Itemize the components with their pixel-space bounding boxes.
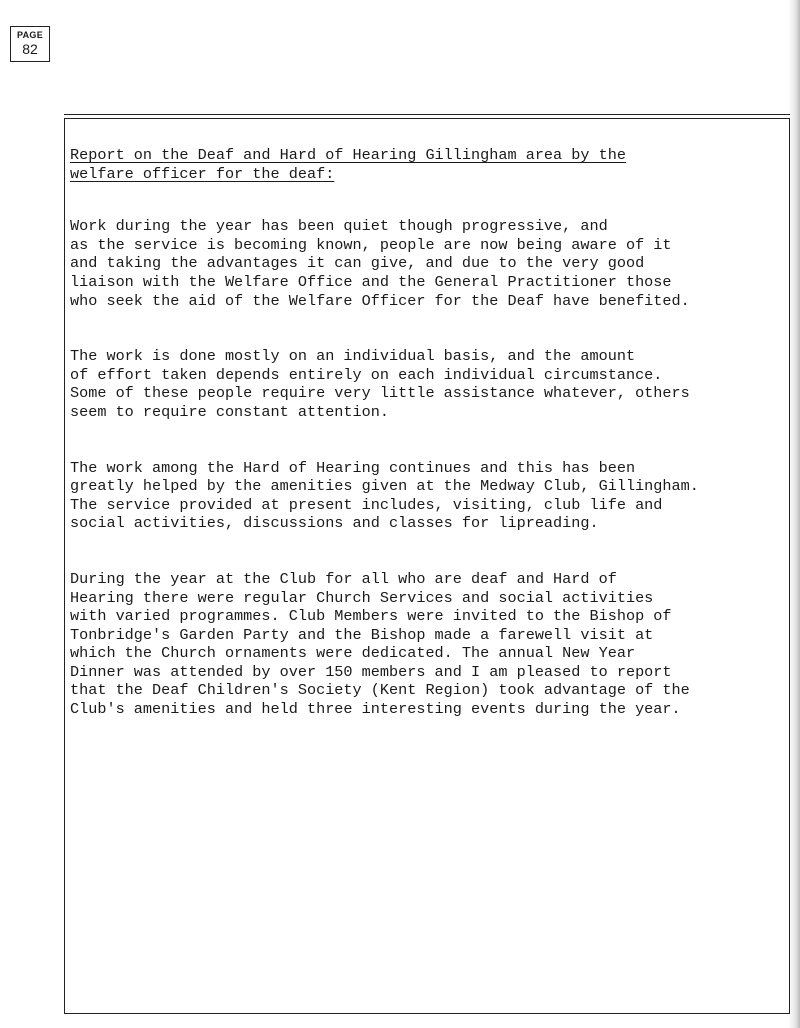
paragraph-line: liaison with the Welfare Office and the General Practitioner those — [70, 272, 672, 291]
paragraph-line: Work during the year has been quiet though progressive, and — [70, 217, 608, 236]
paragraph-line: with varied programmes. Club Members were invited to the Bishop of — [70, 607, 672, 626]
page-number-box — [10, 26, 50, 62]
paragraph-line: as the service is becoming known, people are now being aware of it — [70, 235, 672, 254]
paragraph-line: Tonbridge's Garden Party and the Bishop made a farewell visit at — [70, 625, 654, 644]
paragraph-line: who seek the aid of the Welfare Officer for the Deaf have benefited. — [70, 291, 690, 310]
heading-line-1: Report on the Deaf and Hard of Hearing Gillingham area by the — [70, 146, 626, 164]
paragraph-3 — [70, 459, 770, 533]
paragraph-line: Hearing there were regular Church Services and social activities — [70, 588, 654, 607]
heading-line-2: welfare officer for the deaf: — [70, 164, 335, 183]
paragraph-line: seem to require constant attention. — [70, 402, 389, 421]
page-label: PAGE — [16, 30, 44, 40]
paragraph-line: The service provided at present includes, visiting, club life and — [70, 495, 663, 514]
paragraph-line: which the Church ornaments were dedicated. The annual New Year — [70, 644, 636, 663]
paragraph-1 — [70, 217, 770, 310]
report-heading — [70, 146, 770, 183]
paragraph-2 — [70, 347, 770, 421]
page-number: 82 — [22, 41, 38, 57]
paragraph-line: that the Deaf Children's Society (Kent Region) took advantage of the — [70, 681, 690, 700]
paragraph-line: Some of these people require very little assistance whatever, others — [70, 384, 690, 403]
paragraph-line: of effort taken depends entirely on each individual circumstance. — [70, 365, 663, 384]
report-content — [70, 146, 770, 756]
paragraph-line: and taking the advantages it can give, and due to the very good — [70, 254, 645, 273]
paragraph-line: The work among the Hard of Hearing continues and this has been — [70, 458, 636, 477]
paragraph-line: social activities, discussions and classes for lipreading. — [70, 514, 599, 533]
paragraph-line: Dinner was attended by over 150 members and I am pleased to report — [70, 662, 672, 681]
paragraph-line: Club's amenities and held three interesting events during the year. — [70, 700, 681, 719]
paragraph-4 — [70, 570, 770, 719]
paragraph-line: greatly helped by the amenities given at the Medway Club, Gillingham. — [70, 477, 699, 496]
paragraph-line: The work is done mostly on an individual basis, and the amount — [70, 347, 636, 366]
frame-top-rule — [64, 114, 790, 115]
paragraph-line: During the year at the Club for all who are deaf and Hard of — [70, 569, 617, 588]
